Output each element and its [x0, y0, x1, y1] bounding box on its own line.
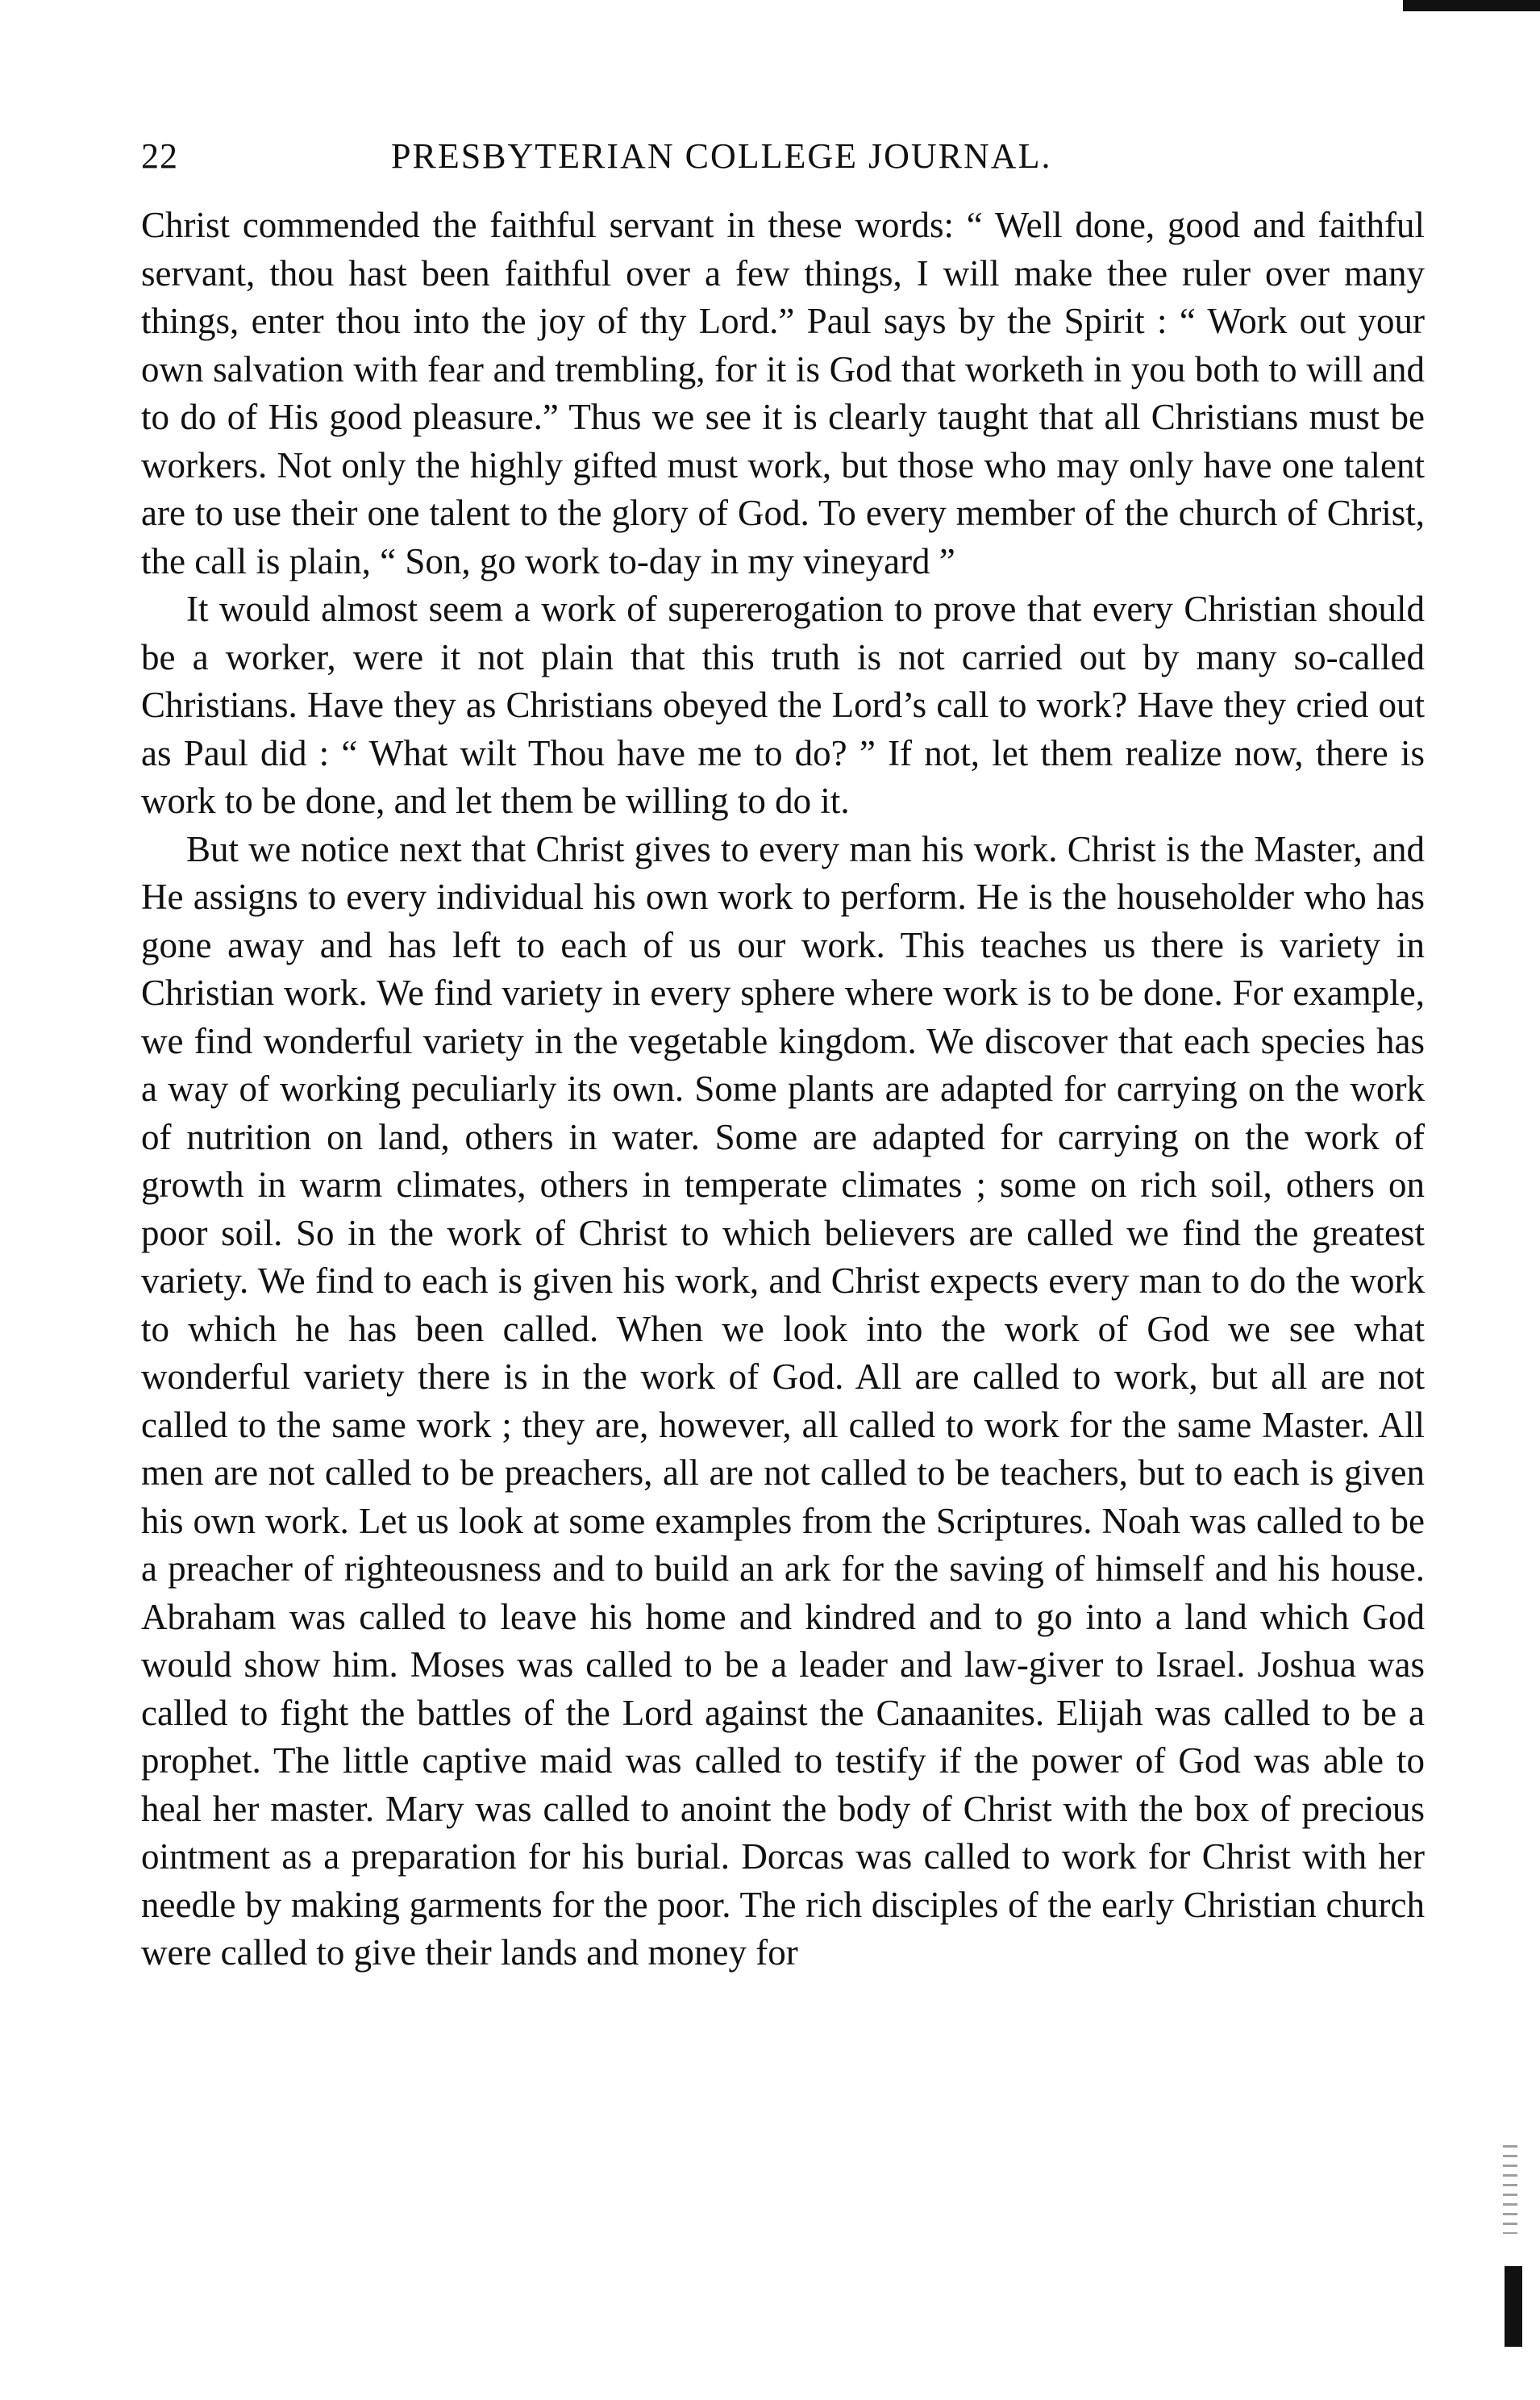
paragraph-3: But we notice next that Christ gives to every man his work. Christ is the Master, and He assigns to every individual his own work to perform. He is the householder who has gone away and has left to each of us our work. This teaches us there is variety in Christian work. We find variety in every sphere where work is to be done. For example, we find wonderful variety in the vegetable kingdom. We discover that each species has a way of working peculiarly its own. Some plants are adapted for carrying on the work of nutrition on land, others in water. Some are adapted for carrying on the work of growth in warm climates, others in temperate climates ; some on rich soil, others on poor soil. So in the work of Christ to which believers are called we find the greatest variety. We find to each is given his work, and Christ expects every man to do the work to which he has been called. When we look into the work of God we see what wonderful variety there is in the work of God. All are called to work, but all are not called to the same work ; they are, however, all called to work for the same Master. All men are not called to be preachers, all are not called to be teachers, but to each is given his own work. Let us look at some examples from the Scriptures. Noah was called to be a preacher of righteousness and to build an ark for the saving of himself and his house. Abraham was called to leave his home and kindred and to go into a land which God would show him. Moses was called to be a leader and law-giver to Israel. Joshua was called to fight the battles of the Lord against the Canaanites. Elijah was called to be a prophet. The little captive maid was called to testify if the power of God was able to heal her master. Mary was called to anoint the body of Christ with the box of precious ointment as a preparation for his burial. Dorcas was called to work for Christ with her needle by making garments for the poor. The rich disciples of the early Christian church were called to give their lands and money for	[141, 828, 1425, 1973]
paragraph-1: Christ commended the faithful servant in these words: “ Well done, good and faithful servant, thou hast been faithful over a few things, I will make thee ruler over many things, enter thou into the joy of thy Lord.” Paul says by the Spirit : “ Work out your own salvation with fear and trembling, for it is God that worketh in you both to will and to do of His good pleasure.” Thus we see it is clearly taught that all Christians must be workers. Not only the highly gifted must work, but those who may only have one talent are to use their one talent to the glory of God. To every member of the church of Christ, the call is plain, “ Son, go work to-day in my vineyard ”	[141, 205, 1425, 581]
page-number: 22	[141, 136, 178, 176]
top-edge-rule	[1403, 0, 1540, 11]
running-title: PRESBYTERIAN COLLEGE JOURNAL.	[391, 136, 1052, 176]
paragraph-2: It would almost seem a work of supererogation to prove that every Christian should be a worker, were it not plain that this truth is not carried out by many so-called Christians. Have they as Christians obeyed the Lord’s call to work? Have they cried out as Paul did : “ What wilt Thou have me to do? ” If not, let them realize now, there is work to be done, and let them be willing to do it.	[141, 589, 1425, 821]
page-header	[141, 135, 1427, 184]
margin-binding-mark	[1505, 2266, 1522, 2347]
body-text	[141, 202, 1425, 1977]
margin-speckle-marks	[1503, 2145, 1517, 2234]
